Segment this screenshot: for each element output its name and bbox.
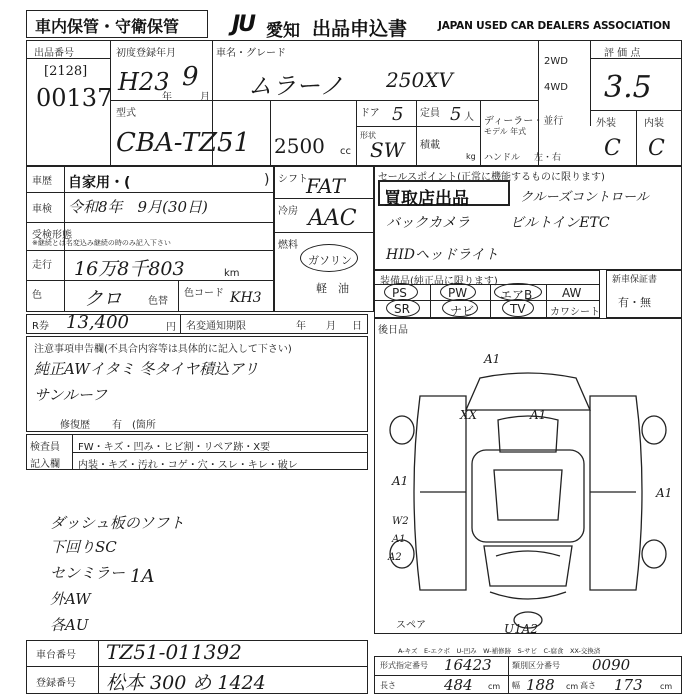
cc-unit: cc: [340, 146, 351, 157]
damage-mark-roof: A1: [484, 352, 501, 366]
equipment-label: 装備品(純正品に限ります): [380, 276, 498, 287]
fuel-gas: ガソリン: [308, 254, 352, 267]
inspector-row1: FW・キズ・凹み・ヒビ割・リペア跡・X要: [78, 442, 271, 453]
form-title: 出品申込書: [312, 18, 408, 40]
exterior-label: 外装: [596, 118, 616, 129]
org-name: 愛知: [266, 21, 300, 41]
shape: SW: [370, 138, 405, 162]
height-value: 173: [614, 676, 643, 694]
model-code: CBA-TZ51: [116, 128, 251, 158]
receiving-note: ※継続とは名変込み継続の時のみ記入下さい: [32, 239, 171, 247]
reg-value: 松本 300 め 1424: [106, 672, 266, 694]
reg-label: 登録番号: [36, 678, 76, 689]
length-unit: cm: [488, 682, 501, 691]
car-name-label: 車名・グレード: [216, 48, 286, 59]
drive-2wd: 2WD: [544, 56, 568, 67]
damage-mark-hood: A1: [530, 408, 547, 422]
equip-airbag: エアB: [500, 288, 533, 302]
sales-badge: 買取店出品: [384, 189, 469, 209]
equip-pw: PW: [448, 286, 468, 300]
sales-point-2: バックカメラ: [386, 215, 470, 231]
damage-mark-xx: XX: [460, 408, 478, 422]
year-unit: 年: [162, 92, 172, 103]
capacity: 5: [450, 104, 462, 125]
warranty-options: 有・無: [618, 296, 651, 309]
notes-label: 注意事項申告欄(不具合内容等は具体的に記入して下さい): [34, 344, 292, 355]
storage-title-box: [26, 10, 208, 38]
warranty-label: 新車保証書: [612, 275, 658, 285]
inspector-hand-3: センミラー: [50, 564, 126, 582]
handle-options: 左・右: [534, 153, 562, 163]
registration-month: 9: [182, 62, 199, 92]
fuel-diesel: 軽 油: [316, 282, 349, 295]
color-code-label: 色コード: [184, 288, 224, 299]
equip-navi-circle: [442, 299, 478, 317]
color-label: 色: [32, 290, 42, 301]
inspection-label: 車検: [32, 204, 52, 215]
sales-point-4: HIDヘッドライト: [386, 247, 499, 263]
length-label: 長さ: [380, 681, 396, 690]
inspector-hand-1: ダッシュ板のソフト: [50, 514, 185, 532]
drive-4wd: 4WD: [544, 82, 568, 93]
chassis-label: 車台番号: [36, 650, 76, 661]
month-unit: 月: [200, 92, 210, 103]
shape-label: 形状: [360, 131, 376, 140]
color: クロ: [84, 288, 123, 310]
doors: 5: [392, 104, 404, 125]
history-label: 車歴: [32, 176, 52, 187]
damage-mark-a2: A2: [388, 552, 402, 563]
name-change-label: 名変通知期限: [186, 321, 246, 332]
height-label: 高さ: [580, 681, 596, 690]
width-unit: cm: [566, 682, 579, 691]
repair-label: 修復歴: [60, 420, 90, 431]
car-grade: 250XV: [386, 68, 453, 92]
name-change-year: 年: [296, 321, 306, 332]
sales-points-label: セールスポイント(正常に機能するものに限ります): [378, 172, 605, 183]
inspector-hand-5: 各AU: [50, 616, 89, 634]
fuel-gas-circle: [300, 244, 358, 272]
damage-mark-left: A1: [392, 474, 409, 488]
capacity-unit: 人: [464, 112, 474, 123]
shift-label: シフト: [278, 174, 308, 185]
storage-title: 車内保管・守衛保管: [35, 17, 180, 36]
later-parts-label: 後日品: [378, 325, 408, 336]
exterior-grade: C: [604, 136, 621, 161]
notes-line2: サンルーフ: [34, 386, 108, 404]
type-label: 型式: [116, 108, 136, 119]
fuel-label: 燃料: [278, 240, 298, 251]
car-diagram: [380, 360, 676, 630]
type-cert-label: 形式指定番号: [380, 661, 428, 670]
english-title: JAPAN USED CAR DEALERS ASSOCIATION: [438, 20, 671, 32]
km-unit: km: [224, 268, 240, 279]
dealer-label: ディーラー・並行: [484, 116, 564, 127]
lot-label: 出品番号: [34, 48, 74, 59]
inspector-hand-2: 下回りSC: [50, 538, 117, 556]
damage-mark-right: A1: [656, 486, 673, 500]
history-value: 自家用・(: [68, 175, 131, 191]
name-change-month: 月: [326, 321, 336, 332]
equip-sr: SR: [394, 302, 410, 316]
shift-value: FAT: [306, 174, 345, 198]
equip-navi: ナビ: [450, 304, 475, 318]
ju-logo: JU: [232, 12, 255, 37]
name-change-day: 日: [352, 321, 362, 332]
mileage-label: 走行: [32, 260, 52, 271]
evaluation-score: 3.5: [604, 70, 652, 105]
receiving-label: 受検形態: [32, 230, 72, 241]
color-code: KH3: [230, 290, 262, 306]
equip-sr-circle: [386, 299, 420, 317]
kg-unit: kg: [466, 152, 476, 161]
color-shade-label: 色替: [148, 296, 168, 307]
repair-value: 有 (箇所: [112, 420, 156, 431]
width-label: 幅: [512, 681, 520, 690]
inspector-label1: 検査員: [30, 442, 60, 453]
equip-tv-circle: [502, 299, 534, 317]
damage-mark-rear: U1A2: [504, 622, 539, 636]
registration-label: 初度登録年月: [116, 48, 176, 59]
damage-mark-w2: W2: [392, 516, 409, 527]
sales-badge-box: [378, 180, 510, 209]
class-label: 類別区分番号: [512, 661, 560, 670]
handle-label: ハンドル: [484, 153, 521, 163]
recycle-unit: 円: [166, 322, 176, 333]
height-unit: cm: [660, 682, 673, 691]
equip-ps: PS: [392, 286, 407, 300]
model-year-label: モデル 年式: [484, 127, 527, 136]
aircon-label: 冷房: [278, 206, 298, 217]
type-cert-value: 16423: [444, 656, 492, 674]
width-value: 188: [526, 676, 555, 694]
registration-era: H23: [118, 68, 170, 96]
recycle-value: 13,400: [66, 312, 129, 333]
sales-point-1: クルーズコントロール: [520, 190, 649, 205]
doors-label: ドア: [360, 108, 380, 119]
inspector-label2: 記入欄: [30, 459, 60, 470]
mirror-grade: 1A: [130, 566, 155, 587]
damage-legend: A-キズ E-エクボ U-凹み W-補修跡 S-サビ C-腐食 XX-交換済: [398, 647, 601, 655]
lot-bracket: [2128]: [44, 64, 88, 79]
mileage: 16万8千803: [74, 258, 185, 280]
recycle-label: R券: [32, 321, 49, 332]
lot-number: 00137: [36, 84, 113, 112]
displacement: 2500: [274, 134, 325, 158]
length-value: 484: [444, 676, 473, 694]
capacity-label: 定員: [420, 108, 440, 119]
inspector-hand-4: 外AW: [50, 590, 91, 608]
notes-line1: 純正AWイタミ 冬タイヤ積込アリ: [34, 360, 259, 378]
sales-point-3: ビルトインETC: [510, 215, 610, 231]
equip-aw: AW: [562, 286, 582, 300]
interior-label: 内装: [644, 118, 664, 129]
spare-label: スペア: [396, 620, 426, 631]
aircon-value: AAC: [308, 206, 357, 231]
interior-grade: C: [648, 136, 665, 161]
chassis-value: TZ51-011392: [106, 640, 242, 664]
car-name: ムラーノ: [248, 72, 344, 100]
equip-leather: カワシート: [550, 307, 600, 318]
history-close: ): [264, 172, 270, 188]
class-value: 0090: [592, 656, 631, 674]
inspector-row2: 内装・キズ・汚れ・コゲ・穴・スレ・キレ・破レ: [78, 460, 298, 471]
evaluation-label: 評 価 点: [604, 48, 641, 59]
inspection-value: 令和8年 9月(30日): [68, 198, 208, 216]
damage-mark-left2: A1: [392, 534, 406, 545]
load-label: 積載: [420, 140, 440, 151]
equip-tv: TV: [510, 302, 526, 316]
